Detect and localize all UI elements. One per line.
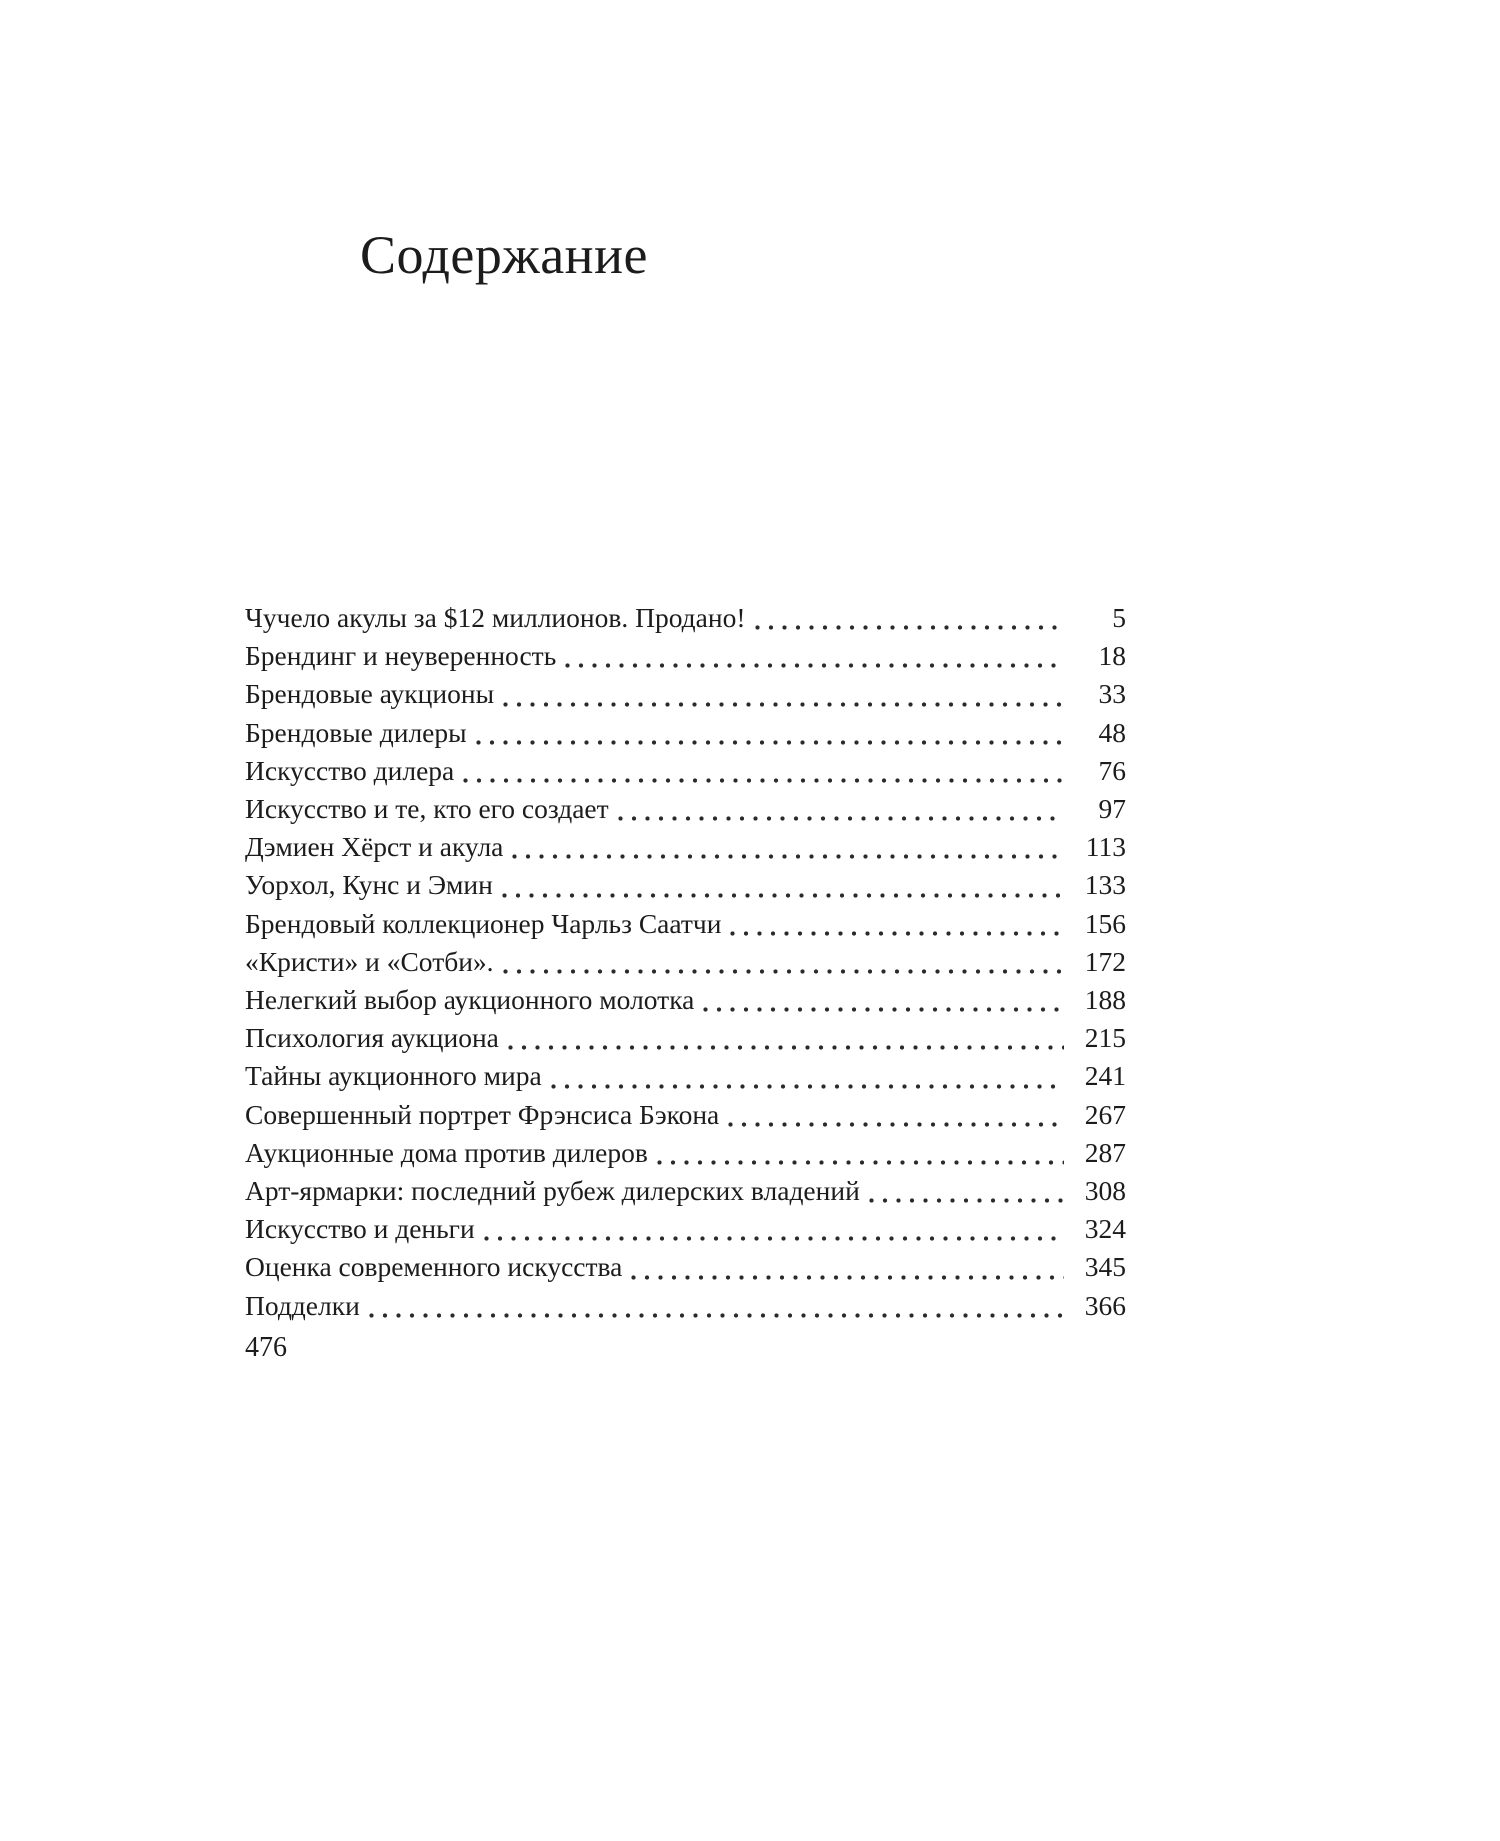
toc-entry-label: Чучело акулы за $12 миллионов. Продано!	[245, 602, 746, 633]
dot-leader	[369, 1313, 1064, 1318]
toc-entry-label: Уорхол, Кунс и Эмин	[245, 869, 493, 901]
toc-entry-page: 172	[1084, 945, 1126, 977]
dot-leader	[463, 778, 1064, 783]
toc-entry	[245, 1248, 1126, 1286]
toc-entry	[245, 1019, 1126, 1057]
toc-entry-page: 287	[1084, 1136, 1126, 1168]
toc-entry	[245, 790, 1126, 828]
toc-entry-page: 133	[1084, 869, 1126, 901]
toc-entry	[245, 714, 1126, 752]
toc-entry-label: Брендинг и неуверенность	[245, 640, 557, 672]
toc-entry-label: Искусство и те, кто его создает	[245, 793, 609, 825]
dot-leader	[484, 1236, 1064, 1241]
toc-entry	[245, 981, 1126, 1019]
toc-entry	[245, 675, 1126, 713]
toc-entry-page: 5	[1112, 602, 1126, 633]
toc-entry-page: 308	[1084, 1175, 1126, 1207]
toc-entry-page: 188	[1084, 984, 1126, 1016]
toc-entry-page: 324	[1084, 1213, 1126, 1245]
toc-entry-label: Брендовые дилеры	[245, 716, 467, 748]
toc-entry-label: Брендовые аукционы	[245, 678, 495, 710]
dot-leader	[728, 1122, 1064, 1127]
toc-entry-label: Искусство дилера	[245, 754, 455, 786]
toc-entry	[245, 828, 1126, 866]
dot-leader	[508, 1045, 1064, 1050]
toc-entry-page: 241	[1084, 1060, 1126, 1092]
toc-entry-label: Психология аукциона	[245, 1022, 499, 1054]
toc-entry	[245, 637, 1126, 675]
toc-entry	[245, 1096, 1126, 1134]
toc-entry-label: Тайны аукционного мира	[245, 1060, 542, 1092]
toc-entry-page: 76	[1098, 754, 1126, 786]
dot-leader	[730, 931, 1064, 936]
table-of-contents	[245, 599, 1126, 1325]
dot-leader	[755, 625, 1065, 630]
dot-leader	[703, 1007, 1064, 1012]
dot-leader	[565, 663, 1064, 668]
toc-entry	[245, 752, 1126, 790]
page-number: 476	[245, 1332, 287, 1363]
toc-entry-label: Искусство и деньги	[245, 1213, 475, 1245]
toc-entry-page: 97	[1098, 793, 1126, 825]
dot-leader	[869, 1198, 1064, 1203]
toc-entry-page: 366	[1084, 1289, 1126, 1321]
toc-entry	[245, 905, 1126, 943]
toc-entry-label: Нелегкий выбор аукционного молотка	[245, 984, 695, 1016]
toc-entry-label: Оценка современного искусства	[245, 1251, 623, 1283]
dot-leader	[503, 702, 1064, 707]
toc-entry	[245, 1057, 1126, 1095]
toc-entry-page: 113	[1085, 831, 1126, 863]
dot-leader	[503, 969, 1064, 974]
dot-leader	[657, 1160, 1064, 1165]
dot-leader	[618, 816, 1064, 821]
toc-entry-page: 33	[1098, 678, 1126, 710]
toc-entry-page: 156	[1084, 907, 1126, 939]
toc-entry	[245, 1210, 1126, 1248]
dot-leader	[512, 854, 1064, 859]
dot-leader	[502, 893, 1064, 898]
toc-entry-label: «Кристи» и «Сотби».	[245, 945, 494, 977]
toc-entry	[245, 943, 1126, 981]
toc-entry	[245, 1134, 1126, 1172]
toc-entry	[245, 1287, 1126, 1325]
toc-entry-label: Арт-ярмарки: последний рубеж дилерских владений	[245, 1175, 860, 1207]
dot-leader	[476, 740, 1064, 745]
dot-leader	[631, 1275, 1064, 1280]
toc-entry-page: 18	[1098, 640, 1126, 672]
toc-entry-page: 267	[1084, 1098, 1126, 1130]
toc-entry-page: 215	[1084, 1022, 1126, 1054]
toc-entry-label: Совершенный портрет Фрэнсиса Бэкона	[245, 1098, 720, 1130]
toc-entry	[245, 866, 1126, 904]
toc-entry-label: Подделки	[245, 1289, 360, 1321]
toc-entry-page: 345	[1084, 1251, 1126, 1283]
toc-entry	[245, 599, 1126, 637]
page-title: Содержание	[360, 225, 648, 285]
toc-entry	[245, 1172, 1126, 1210]
toc-entry-page: 48	[1098, 716, 1126, 748]
toc-entry-label: Брендовый коллекционер Чарльз Саатчи	[245, 907, 722, 939]
toc-entry-label: Дэмиен Хёрст и акула	[245, 831, 504, 863]
dot-leader	[551, 1084, 1064, 1089]
toc-entry-label: Аукционные дома против дилеров	[245, 1136, 648, 1168]
